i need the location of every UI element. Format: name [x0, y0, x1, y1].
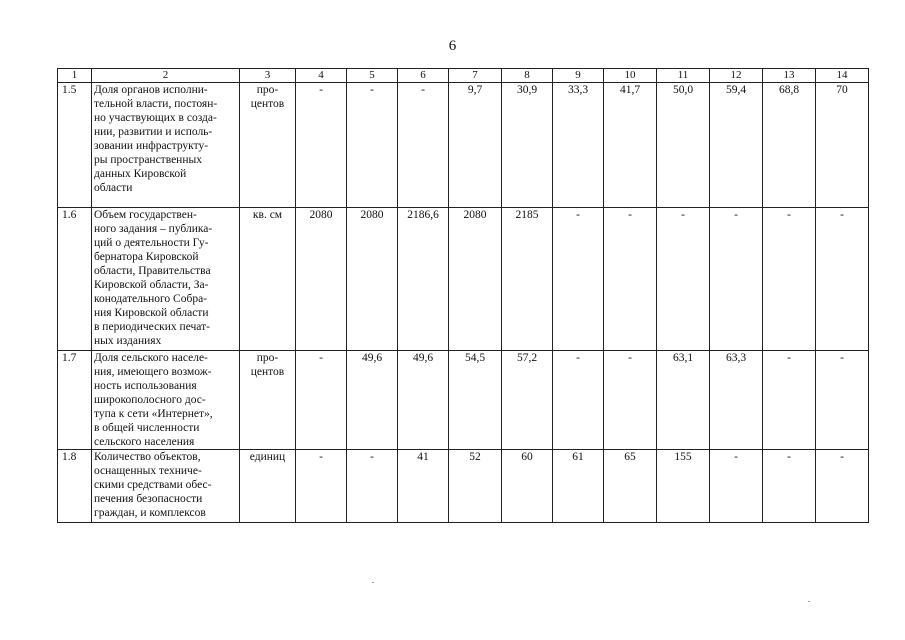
value-cell: - — [296, 351, 347, 450]
indicator-name-line: конодательного Собра- — [94, 293, 208, 305]
unit-of-measure — [240, 351, 296, 450]
indicator-name-line: ций о деятельности Гу- — [94, 237, 209, 249]
value-cell: 52 — [449, 450, 502, 523]
value-cell: - — [347, 450, 398, 523]
value-cell: - — [604, 208, 657, 351]
value-cell: - — [816, 351, 869, 450]
indicator-name-line: оснащенных техниче- — [94, 465, 202, 477]
scan-speck — [372, 582, 374, 583]
indicator-name-line: ность использования — [94, 380, 197, 392]
table-row — [58, 83, 869, 208]
column-number: 6 — [398, 69, 449, 83]
indicator-name-line: зовании инфраструкту- — [94, 140, 209, 152]
indicator-name-line: ры пространственных — [94, 154, 202, 166]
row-number: 1.6 — [58, 208, 92, 351]
value-cell: - — [816, 208, 869, 351]
unit-of-measure — [240, 208, 296, 351]
scan-speck — [808, 601, 810, 602]
value-cell: 2080 — [449, 208, 502, 351]
value-cell: - — [763, 208, 816, 351]
indicator-name — [92, 208, 240, 351]
table-row — [58, 208, 869, 351]
indicator-name-line: ных изданиях — [94, 335, 162, 347]
column-number: 13 — [763, 69, 816, 83]
value-cell: 41 — [398, 450, 449, 523]
value-cell: 59,4 — [710, 83, 763, 208]
column-number: 5 — [347, 69, 398, 83]
value-cell: 2186,6 — [398, 208, 449, 351]
indicator-name-line: Кировской области, За- — [94, 279, 209, 291]
unit-of-measure — [240, 83, 296, 208]
unit-line: центов — [250, 98, 285, 110]
value-cell: 57,2 — [502, 351, 553, 450]
indicators-table — [57, 68, 869, 523]
indicator-name-line: области, Правительства — [94, 265, 211, 277]
column-number: 4 — [296, 69, 347, 83]
value-cell: 63,3 — [710, 351, 763, 450]
indicator-name-line: скими средствами обес- — [94, 479, 212, 491]
value-cell: - — [657, 208, 710, 351]
indicator-name-line: ния, имеющего возмож- — [94, 366, 212, 378]
value-cell: 65 — [604, 450, 657, 523]
table-header-row — [58, 69, 869, 83]
value-cell: 61 — [553, 450, 604, 523]
unit-line: про- — [256, 84, 279, 96]
indicator-name-line: широкополосного дос- — [94, 394, 206, 406]
value-cell: 155 — [657, 450, 710, 523]
indicator-name-line: тупа к сети «Интернет», — [94, 408, 213, 420]
value-cell: 50,0 — [657, 83, 710, 208]
value-cell: - — [553, 351, 604, 450]
table-row — [58, 450, 869, 523]
value-cell: 2080 — [347, 208, 398, 351]
value-cell: 30,9 — [502, 83, 553, 208]
value-cell: - — [816, 450, 869, 523]
indicator-name-line: тельной власти, постоян- — [94, 98, 218, 110]
value-cell: 60 — [502, 450, 553, 523]
indicator-name-line: области — [94, 182, 133, 194]
table-row — [58, 351, 869, 450]
indicator-name — [92, 450, 240, 523]
indicator-name-line: Объем государствен- — [94, 209, 197, 221]
unit-of-measure — [240, 450, 296, 523]
value-cell: - — [710, 208, 763, 351]
value-cell: 49,6 — [398, 351, 449, 450]
value-cell: - — [296, 450, 347, 523]
value-cell: 2080 — [296, 208, 347, 351]
value-cell: 63,1 — [657, 351, 710, 450]
value-cell: 49,6 — [347, 351, 398, 450]
column-number: 7 — [449, 69, 502, 83]
indicator-name-line: но участвующих в созда- — [94, 112, 217, 124]
indicator-name-line: Доля сельского населе- — [94, 352, 208, 364]
indicator-name-line: ния Кировской области — [94, 307, 209, 319]
value-cell: 2185 — [502, 208, 553, 351]
column-number: 1 — [58, 69, 92, 83]
value-cell: - — [347, 83, 398, 208]
value-cell: - — [763, 450, 816, 523]
column-number: 12 — [710, 69, 763, 83]
column-number: 8 — [502, 69, 553, 83]
indicator-name — [92, 351, 240, 450]
indicator-name-line: в периодических печат- — [94, 321, 210, 333]
unit-line: про- — [256, 352, 279, 364]
indicator-name-line: ного задания – публика- — [94, 223, 213, 235]
indicator-name-line: нии, развитии и исполь- — [94, 126, 213, 138]
column-number: 9 — [553, 69, 604, 83]
page-number: 6 — [448, 38, 457, 54]
value-cell: 68,8 — [763, 83, 816, 208]
row-number: 1.8 — [58, 450, 92, 523]
indicator-name — [92, 83, 240, 208]
unit-line: кв. см — [252, 209, 283, 221]
indicator-name-line: Доля органов исполни- — [94, 84, 208, 96]
value-cell: - — [296, 83, 347, 208]
value-cell: - — [763, 351, 816, 450]
indicator-name-line: данных Кировской — [94, 168, 187, 180]
value-cell: 41,7 — [604, 83, 657, 208]
row-number: 1.7 — [58, 351, 92, 450]
value-cell: - — [710, 450, 763, 523]
value-cell: 70 — [816, 83, 869, 208]
value-cell: - — [553, 208, 604, 351]
column-number: 2 — [92, 69, 240, 83]
indicator-name-line: бернатора Кировской — [94, 251, 199, 263]
value-cell: 9,7 — [449, 83, 502, 208]
value-cell: - — [604, 351, 657, 450]
value-cell: 54,5 — [449, 351, 502, 450]
column-number: 3 — [240, 69, 296, 83]
row-number: 1.5 — [58, 83, 92, 208]
unit-line: центов — [250, 366, 285, 378]
indicator-name-line: граждан, и комплексов — [94, 507, 206, 519]
column-number: 10 — [604, 69, 657, 83]
value-cell: - — [398, 83, 449, 208]
column-number: 14 — [816, 69, 869, 83]
value-cell: 33,3 — [553, 83, 604, 208]
indicator-name-line: сельского населения — [94, 436, 195, 448]
indicator-name-line: в общей численности — [94, 422, 200, 434]
indicator-name-line: Количество объектов, — [94, 451, 201, 463]
indicator-name-line: печения безопасности — [94, 493, 203, 505]
unit-line: единиц — [249, 451, 286, 463]
column-number: 11 — [657, 69, 710, 83]
